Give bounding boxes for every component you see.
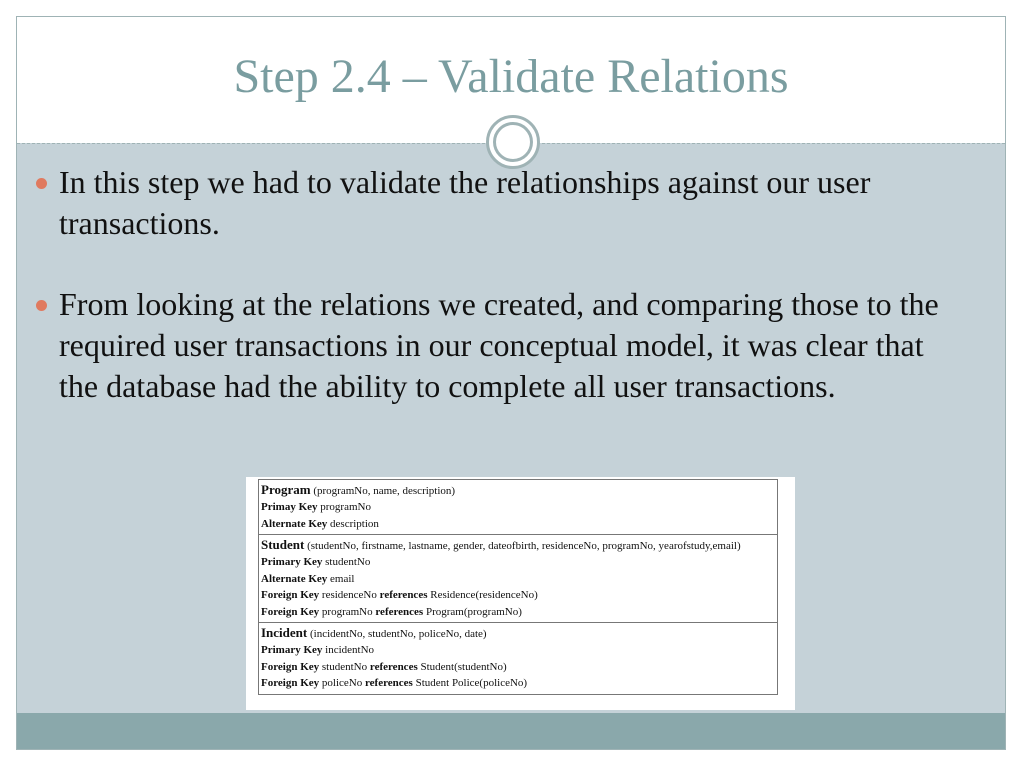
bullet-text: From looking at the relations we created, and comparing those to the required user transactions in our conceptual model, it was clear that the database had the ability to complete all user transactions. <box>59 286 939 404</box>
relation-name: Incident <box>261 625 308 640</box>
key-row <box>261 604 773 621</box>
bullet-item <box>32 162 952 244</box>
key-kind: Foreign Key <box>261 589 320 601</box>
key-kind: Primary Key <box>261 556 323 568</box>
key-row <box>261 587 773 604</box>
relation-attributes: (programNo, name, description) <box>313 485 456 497</box>
circle-ornament-inner <box>493 122 533 162</box>
references-keyword: references <box>369 660 418 673</box>
key-row <box>261 675 773 692</box>
key-row <box>261 499 773 516</box>
circle-ornament-icon <box>486 115 540 169</box>
references-keyword: references <box>364 677 413 689</box>
relations-image <box>246 477 795 710</box>
bullet-dot-icon <box>36 178 47 189</box>
key-text: policeNo <box>321 677 363 689</box>
reference-target: Residence(residenceNo) <box>430 589 538 601</box>
key-kind: Foreign Key <box>261 605 320 618</box>
key-kind: Alternate Key <box>261 517 328 530</box>
reference-target: Student Police(policeNo) <box>415 677 528 689</box>
key-text: description <box>330 517 379 530</box>
relation-header <box>261 482 773 499</box>
key-text: residenceNo <box>321 589 377 601</box>
footer-band <box>17 713 1005 749</box>
references-keyword: references <box>379 589 428 601</box>
bullet-list <box>32 162 952 407</box>
relation-block-student <box>259 535 777 623</box>
key-row <box>261 659 773 676</box>
bullet-item <box>32 284 952 407</box>
relations-table <box>258 479 778 695</box>
key-text: studentNo <box>325 556 371 568</box>
bullet-dot-icon <box>36 300 47 311</box>
key-text: studentNo <box>321 660 368 673</box>
key-row <box>261 571 773 588</box>
key-kind: Foreign Key <box>261 677 320 689</box>
key-text: programNo <box>321 605 373 618</box>
relation-name: Student <box>261 537 305 552</box>
relation-attributes: (studentNo, firstname, lastname, gender, dateofbirth, residenceNo, programNo, yearofstudy,email) <box>307 540 741 552</box>
key-text: programNo <box>320 501 371 513</box>
key-kind: Primary Key <box>261 644 323 656</box>
reference-target: Program(programNo) <box>425 605 522 618</box>
relation-block-program <box>259 480 777 535</box>
key-kind: Primay Key <box>261 501 318 513</box>
key-row <box>261 642 773 659</box>
key-text: email <box>330 572 355 585</box>
key-row <box>261 516 773 533</box>
bullet-text: In this step we had to validate the relationships against our user transactions. <box>59 164 871 241</box>
relation-attributes: (incidentNo, studentNo, policeNo, date) <box>309 628 487 640</box>
relation-header <box>261 537 773 554</box>
reference-target: Student(studentNo) <box>420 660 507 673</box>
relation-name: Program <box>261 482 311 497</box>
relation-header <box>261 625 773 642</box>
references-keyword: references <box>375 605 424 618</box>
relation-block-incident <box>259 623 777 695</box>
key-row <box>261 554 773 571</box>
key-kind: Foreign Key <box>261 660 320 673</box>
key-kind: Alternate Key <box>261 572 328 585</box>
slide-title: Step 2.4 – Validate Relations <box>233 50 789 103</box>
key-text: incidentNo <box>325 644 375 656</box>
